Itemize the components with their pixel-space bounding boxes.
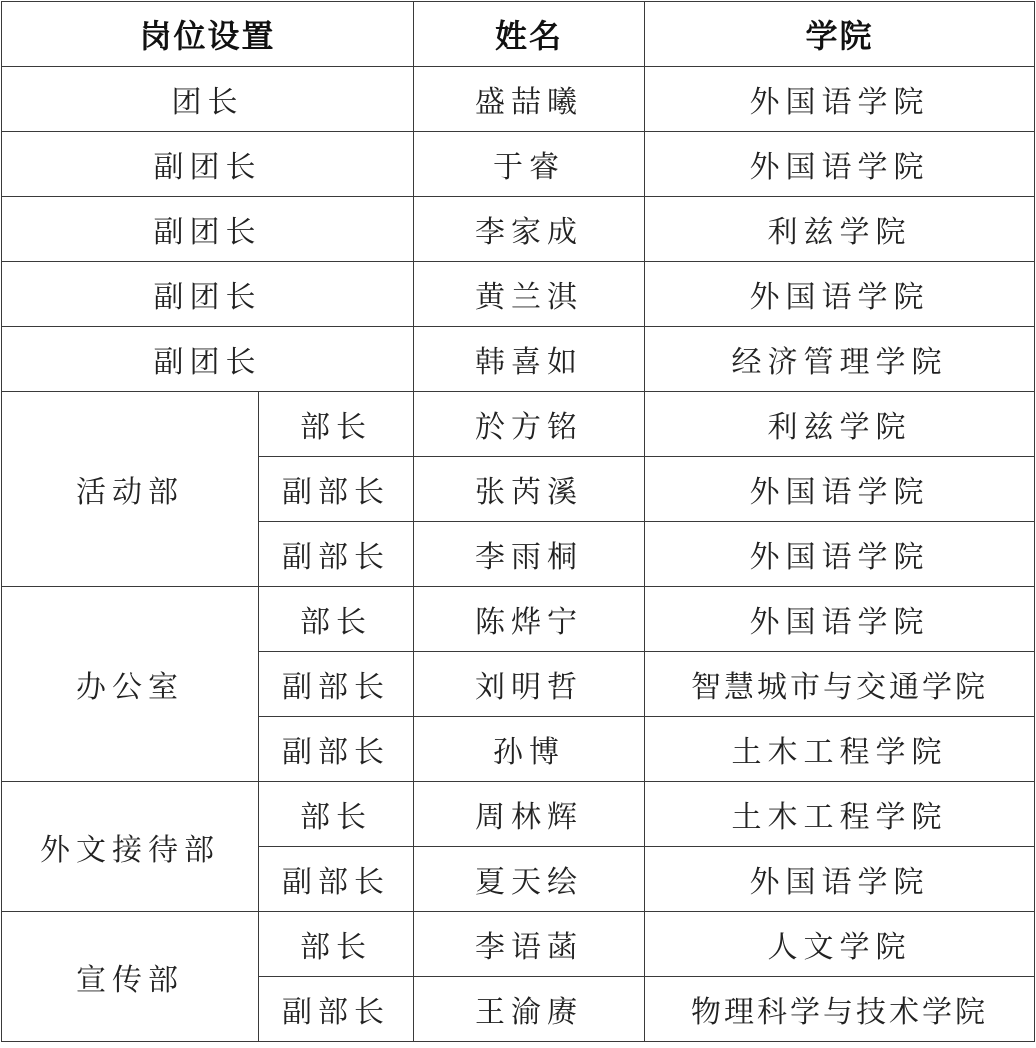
name-cell: 韩喜如	[414, 327, 645, 392]
college-cell: 物理科学与技术学院	[645, 977, 1035, 1042]
college-cell: 土木工程学院	[645, 717, 1035, 782]
name-cell: 陈烨宁	[414, 587, 645, 652]
name-cell: 李雨桐	[414, 522, 645, 587]
header-college: 学院	[645, 2, 1035, 67]
name-cell: 李语菡	[414, 912, 645, 977]
college-cell: 利兹学院	[645, 392, 1035, 457]
college-cell: 外国语学院	[645, 587, 1035, 652]
role-cell: 副团长	[2, 197, 414, 262]
name-cell: 盛喆曦	[414, 67, 645, 132]
table-row	[2, 392, 1035, 457]
name-cell: 孙博	[414, 717, 645, 782]
department-cell: 外文接待部	[2, 782, 259, 912]
table-row	[2, 912, 1035, 977]
table-row	[2, 67, 1035, 132]
role-cell: 副部长	[259, 652, 414, 717]
college-cell: 外国语学院	[645, 847, 1035, 912]
table-row	[2, 262, 1035, 327]
role-cell: 部长	[259, 912, 414, 977]
role-cell: 部长	[259, 782, 414, 847]
table-row	[2, 587, 1035, 652]
table-row	[2, 327, 1035, 392]
name-cell: 李家成	[414, 197, 645, 262]
name-cell: 张芮溪	[414, 457, 645, 522]
department-cell: 办公室	[2, 587, 259, 782]
college-cell: 经济管理学院	[645, 327, 1035, 392]
header-position: 岗位设置	[2, 2, 414, 67]
college-cell: 人文学院	[645, 912, 1035, 977]
role-cell: 副部长	[259, 717, 414, 782]
college-cell: 外国语学院	[645, 132, 1035, 197]
table-row	[2, 132, 1035, 197]
name-cell: 周林辉	[414, 782, 645, 847]
role-cell: 副部长	[259, 847, 414, 912]
roster-table	[1, 1, 1035, 1042]
role-cell: 副团长	[2, 327, 414, 392]
role-cell: 副部长	[259, 457, 414, 522]
college-cell: 智慧城市与交通学院	[645, 652, 1035, 717]
college-cell: 外国语学院	[645, 262, 1035, 327]
college-cell: 外国语学院	[645, 522, 1035, 587]
name-cell: 夏天绘	[414, 847, 645, 912]
header-row	[2, 2, 1035, 67]
college-cell: 土木工程学院	[645, 782, 1035, 847]
header-name: 姓名	[414, 2, 645, 67]
name-cell: 王渝赓	[414, 977, 645, 1042]
role-cell: 副团长	[2, 262, 414, 327]
name-cell: 黄兰淇	[414, 262, 645, 327]
name-cell: 於方铭	[414, 392, 645, 457]
department-cell: 宣传部	[2, 912, 259, 1042]
college-cell: 外国语学院	[645, 67, 1035, 132]
role-cell: 副部长	[259, 522, 414, 587]
college-cell: 利兹学院	[645, 197, 1035, 262]
role-cell: 副部长	[259, 977, 414, 1042]
role-cell: 团长	[2, 67, 414, 132]
role-cell: 副团长	[2, 132, 414, 197]
college-cell: 外国语学院	[645, 457, 1035, 522]
table-row	[2, 197, 1035, 262]
name-cell: 于睿	[414, 132, 645, 197]
name-cell: 刘明哲	[414, 652, 645, 717]
role-cell: 部长	[259, 587, 414, 652]
role-cell: 部长	[259, 392, 414, 457]
table-row	[2, 782, 1035, 847]
department-cell: 活动部	[2, 392, 259, 587]
